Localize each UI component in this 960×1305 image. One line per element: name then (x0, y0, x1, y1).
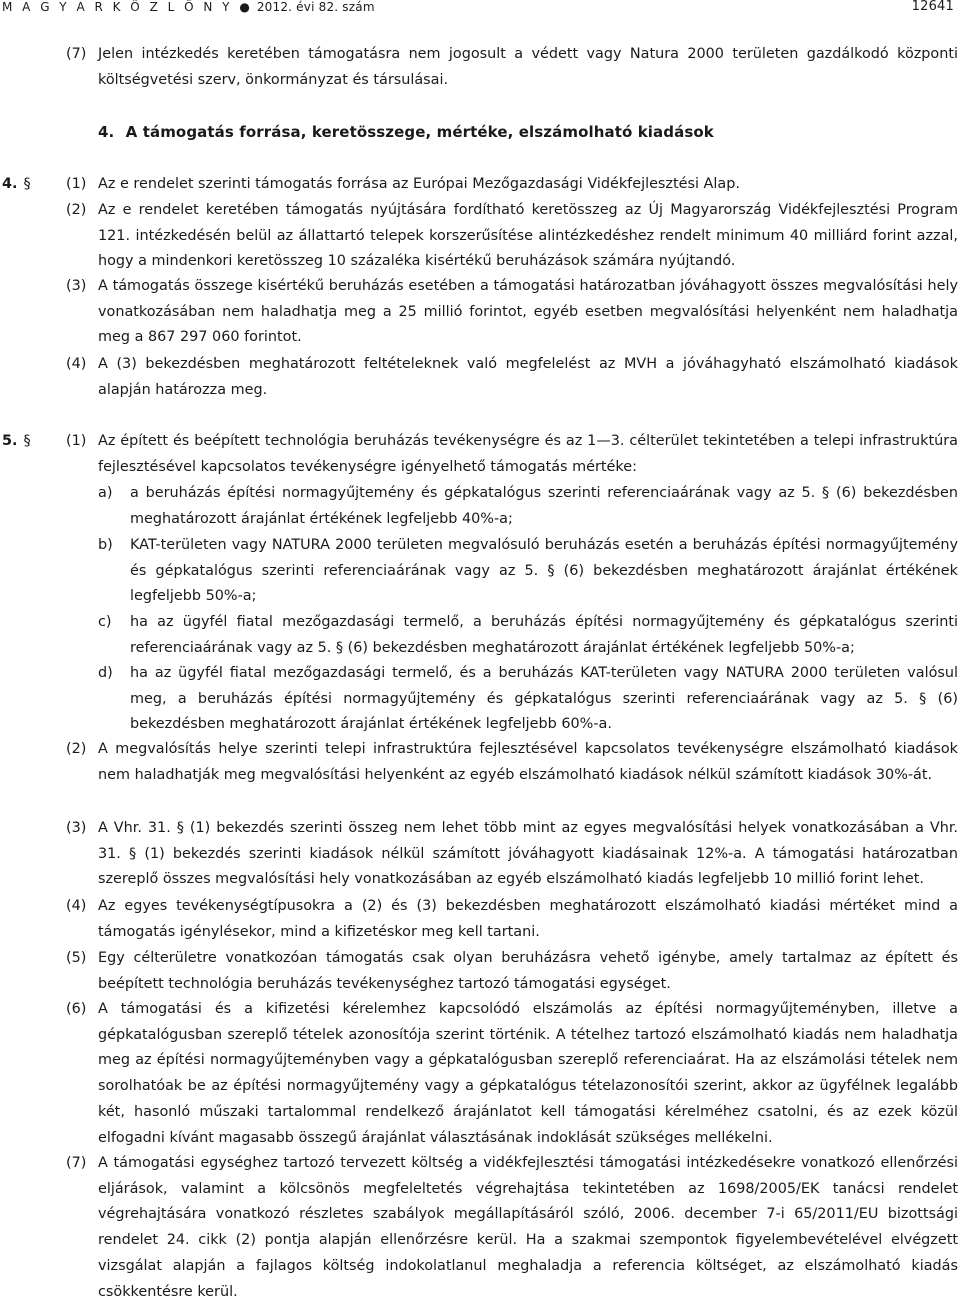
paragraph-text: Az épített és beépített technológia beruházás tevékenységre és az 1—3. célterület tekintetében a telepi infrastruktúra fejlesztésével kapcsolatos tevékenységre igényelhető támogatás mértéke: (98, 433, 958, 475)
paragraph-text: Egy célterületre vonatkozóan támogatás csak olyan beruházásra vehető igénybe, amely tartalmaz az épített és beépített technológia beruházás tevékenységhez tartozó támogatási egységet. (98, 950, 958, 992)
paragraph-number: (1) (66, 433, 87, 449)
page-header (2, 0, 954, 18)
section-4-number: 4. § (2, 176, 31, 192)
chapter-heading (98, 120, 714, 146)
chapter-number: 4. (98, 123, 115, 141)
list-item-label: d) (98, 665, 113, 681)
paragraph-number: (3) (66, 820, 87, 836)
paragraph-text: A támogatási és a kifizetési kérelemhez kapcsolódó elszámolás az építési normagyűjteményben, illetve a gépkatalógusban szereplő tételek azonosítója szerint történik. A tételhez tartozó elszámolható kiadás nem haladhatja meg az építési normagyűjteményben vagy a gépkatalógusban szereplő referenciaárat. Ha az elszámolási tételek nem sorolhatóak be az építési normagyűjtemény vagy a gépkatalógus tételazonosítói szerint, akkor az ügyfélnek legalább két, hasonló műszaki tartalommal rendelkező árajánlatot kell támogatási kérelméhez csatolni, és az ezek közül elfogadni kívánt magasabb összegű árajánlat választásának indoklását szükséges mellékelni. (98, 1001, 958, 1146)
issue-label: 2012. évi 82. szám (256, 0, 375, 14)
header-bullet: ● (239, 0, 250, 14)
list-item-label: b) (98, 537, 113, 553)
paragraph-number: (4) (66, 898, 87, 914)
journal-title: M A G Y A R K Ö Z L Ö N Y ● 2012. évi 82. szám (2, 0, 375, 14)
paragraph-number: (5) (66, 950, 87, 966)
section-sign: § (23, 433, 31, 449)
paragraph-text: Az e rendelet keretében támogatás nyújtására fordítható keretösszeg az Új Magyarország Vidékfejlesztési Program 121. intézkedésén belül az állattartó telepek korszerűsítése alintézkedéshez rendelt minimum 40 milliárd forint azzal, hogy a mindenkori keretösszeg 10 százaléka kisértékű beruházások számára nyújtandó. (98, 202, 958, 270)
page-number: 12641 (911, 0, 954, 14)
chapter-title: A támogatás forrása, keretösszege, mértéke, elszámolható kiadások (125, 123, 714, 141)
list-item-label: a) (98, 485, 113, 501)
paragraph-text: Jelen intézkedés keretében támogatásra nem jogosult a védett vagy Natura 2000 területen gazdálkodó központi költségvetési szerv, önkormányzat és társulásai. (98, 46, 958, 88)
paragraph-text: Az egyes tevékenységtípusokra a (2) és (3) bekezdésben meghatározott elszámolható kiadási mértéket mind a támogatás igénylésekor, mind a kifizetéskor meg kell tartani. (98, 898, 958, 940)
paragraph-text: A támogatási egységhez tartozó tervezett költség a vidékfejlesztési támogatási intézkedésekre vonatkozó ellenőrzési eljárások, valamint a kölcsönös megfeleltetés végrehajtása tekintetében az 1698/2005/EK tanácsi rendelet végrehajtására vonatkozó részletes szabályok megállapításáról szóló, 2006. december 7-i 65/2011/EU bizottsági rendelet 24. cikk (2) pontja alapján ellenőrzésre kerül. Ha a szakmai szempontok figyelembevételével elvégzett vizsgálat alapján a fajlagos költség indokolatlanul meghaladja a referencia költséget, az elszámolható kiadás csökkentésre kerül. (98, 1155, 958, 1300)
list-item-text: KAT-területen vagy NATURA 2000 területen megvalósuló beruházás esetén a beruházás építési normagyűjtemény és gépkatalógus szerinti referenciaárának vagy az 5. § (6) bekezdésben meghatározott árajánlat értékének legfeljebb 50%-a; (130, 537, 958, 605)
list-item-text: a beruházás építési normagyűjtemény és gépkatalógus szerinti referenciaárának vagy az 5. § (6) bekezdésben meghatározott árajánlat értékének legfeljebb 40%-a; (130, 485, 958, 527)
section-sign: § (23, 176, 31, 192)
list-item-text: ha az ügyfél fiatal mezőgazdasági termelő, és a beruházás KAT-területen vagy NATURA 2000 területen valósul meg, a beruházás építési normagyűjtemény és gépkatalógus szerinti referenciaárának vagy az 5. § (6) bekezdésben meghatározott árajánlat értékének legfeljebb 60%-a. (130, 665, 958, 733)
paragraph-text: A (3) bekezdésben meghatározott feltételeknek való megfelelést az MVH a jóváhagyható elszámolható kiadások alapján határozza meg. (98, 356, 958, 398)
list-item-label: c) (98, 614, 112, 630)
paragraph-text: A Vhr. 31. § (1) bekezdés szerinti összeg nem lehet több mint az egyes megvalósítási helyek vonatkozásában a Vhr. 31. § (1) bekezdés szerinti kiadások nélkül számított jóváhagyott kiadásainak 12%-a. A támogatási határozatban szereplő összes megvalósítási hely vonatkozásában az egyéb elszámolható kiadás legfeljebb 10 millió forint lehet. (98, 820, 958, 888)
paragraph-number: (3) (66, 278, 87, 294)
paragraph-number: (7) (66, 1155, 87, 1171)
paragraph-number: (6) (66, 1001, 87, 1017)
paragraph-number: (7) (66, 46, 87, 62)
paragraph-number: (2) (66, 202, 87, 218)
paragraph-number: (1) (66, 176, 87, 192)
section-5-number: 5. § (2, 433, 31, 449)
paragraph-number: (4) (66, 356, 87, 372)
list-item-text: ha az ügyfél fiatal mezőgazdasági termelő, a beruházás építési normagyűjtemény és gépkatalógus szerinti referenciaárának vagy az 5. § (6) bekezdésben meghatározott árajánlat értékének legfeljebb 50%-a; (130, 614, 958, 656)
paragraph-text: Az e rendelet szerinti támogatás forrása az Európai Mezőgazdasági Vidékfejlesztési Alap. (98, 176, 740, 192)
paragraph-number: (2) (66, 741, 87, 757)
paragraph-text: A megvalósítás helye szerinti telepi infrastruktúra fejlesztésével kapcsolatos tevékenységre elszámolható kiadások nem haladhatják meg megvalósítási helyenként az egyéb elszámolható kiadások nélkül számított kiadások 30%-át. (98, 741, 958, 783)
paragraph-text: A támogatás összege kisértékű beruházás esetében a támogatási határozatban jóváhagyott összes megvalósítási hely vonatkozásában nem haladhatja meg a 25 millió forintot, egyéb esetben megvalósítási helyenként nem haladhatja meg a 867 297 060 forintot. (98, 278, 958, 346)
